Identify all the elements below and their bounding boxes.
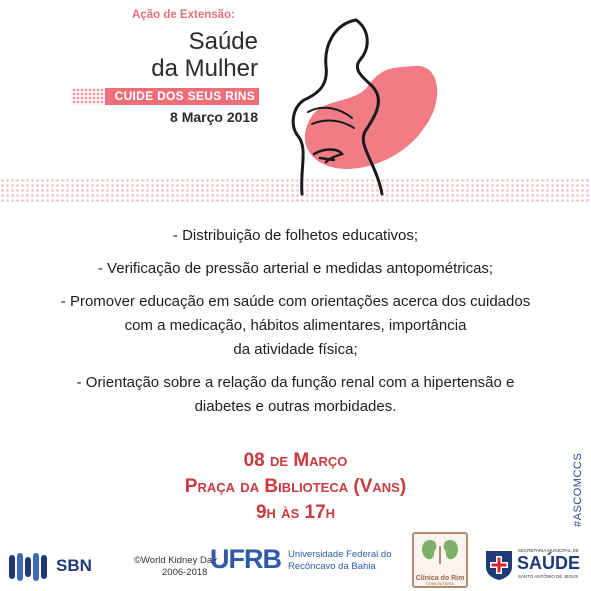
ufrb-name-line1: Universidade Federal do — [288, 549, 392, 560]
saude-word: SAÚDE — [517, 553, 581, 573]
saude-top-text: SECRETARIA MUNICIPAL DE — [518, 548, 579, 553]
header-title-line1: Saúde — [188, 28, 258, 55]
activity-line: - Distribuição de folhetos educativos; — [172, 227, 419, 244]
clinica-sub: COMUNITÁRIA — [426, 581, 454, 586]
activity-line: - Verificação de pressão arterial e medidas antopométricas; — [97, 260, 494, 277]
activity-item — [0, 371, 591, 419]
event-place: Praça da Biblioteca (Vans) — [184, 476, 407, 497]
activity-item — [0, 290, 591, 362]
header-banner — [0, 0, 591, 205]
secretaria-saude-logo — [484, 547, 581, 583]
ufrb-name-line2: Recôncavo da Bahia — [288, 561, 376, 572]
ribbon-text: CUIDE DOS SEUS RINS — [105, 88, 259, 105]
ufrb-logo — [210, 544, 400, 584]
shield-icon — [484, 549, 514, 581]
header-title-line2: da Mulher — [151, 55, 258, 82]
woman-silhouette-illustration — [264, 8, 444, 208]
activity-item — [0, 224, 591, 248]
ufrb-mark: UFRB — [210, 544, 281, 574]
header-date: 8 Março 2018 — [170, 109, 258, 125]
clinica-do-rim-logo — [412, 532, 468, 588]
activity-line: - Orientação sobre a relação da função renal com a hipertensão e — [76, 374, 515, 391]
event-time: 9h às 17h — [255, 502, 336, 523]
sbn-logo — [8, 550, 130, 584]
wkd-line2: 2006-2018 — [162, 567, 208, 578]
ufrb-name — [288, 549, 392, 573]
activity-line: com a medicação, hábitos alimentares, importância — [124, 317, 467, 334]
header-kicker: Ação de Extensão: — [132, 9, 235, 21]
kidney-logo-icon — [8, 552, 52, 582]
hashtag: #ASCOMCCS — [572, 452, 584, 527]
clinica-text: Clínica do Rim — [415, 575, 465, 582]
event-info — [0, 448, 591, 526]
sbn-text: SBN — [56, 556, 92, 575]
activity-line: diabetes e outras morbidades. — [194, 398, 397, 415]
saude-bottom-text: SANTO ANTÔNIO DE JESUS — [518, 574, 579, 579]
event-date: 08 de Março — [243, 450, 348, 471]
activities-list — [0, 224, 591, 428]
activity-item — [0, 257, 591, 281]
kidney-icon — [414, 534, 466, 568]
wkd-line1: ©World Kidney Day — [134, 555, 217, 566]
ribbon — [72, 88, 259, 105]
activity-line: da atividade física; — [233, 341, 358, 358]
world-kidney-day-text — [134, 555, 217, 579]
activity-line: - Promover educação em saúde com orientações acerca dos cuidados — [60, 293, 531, 310]
